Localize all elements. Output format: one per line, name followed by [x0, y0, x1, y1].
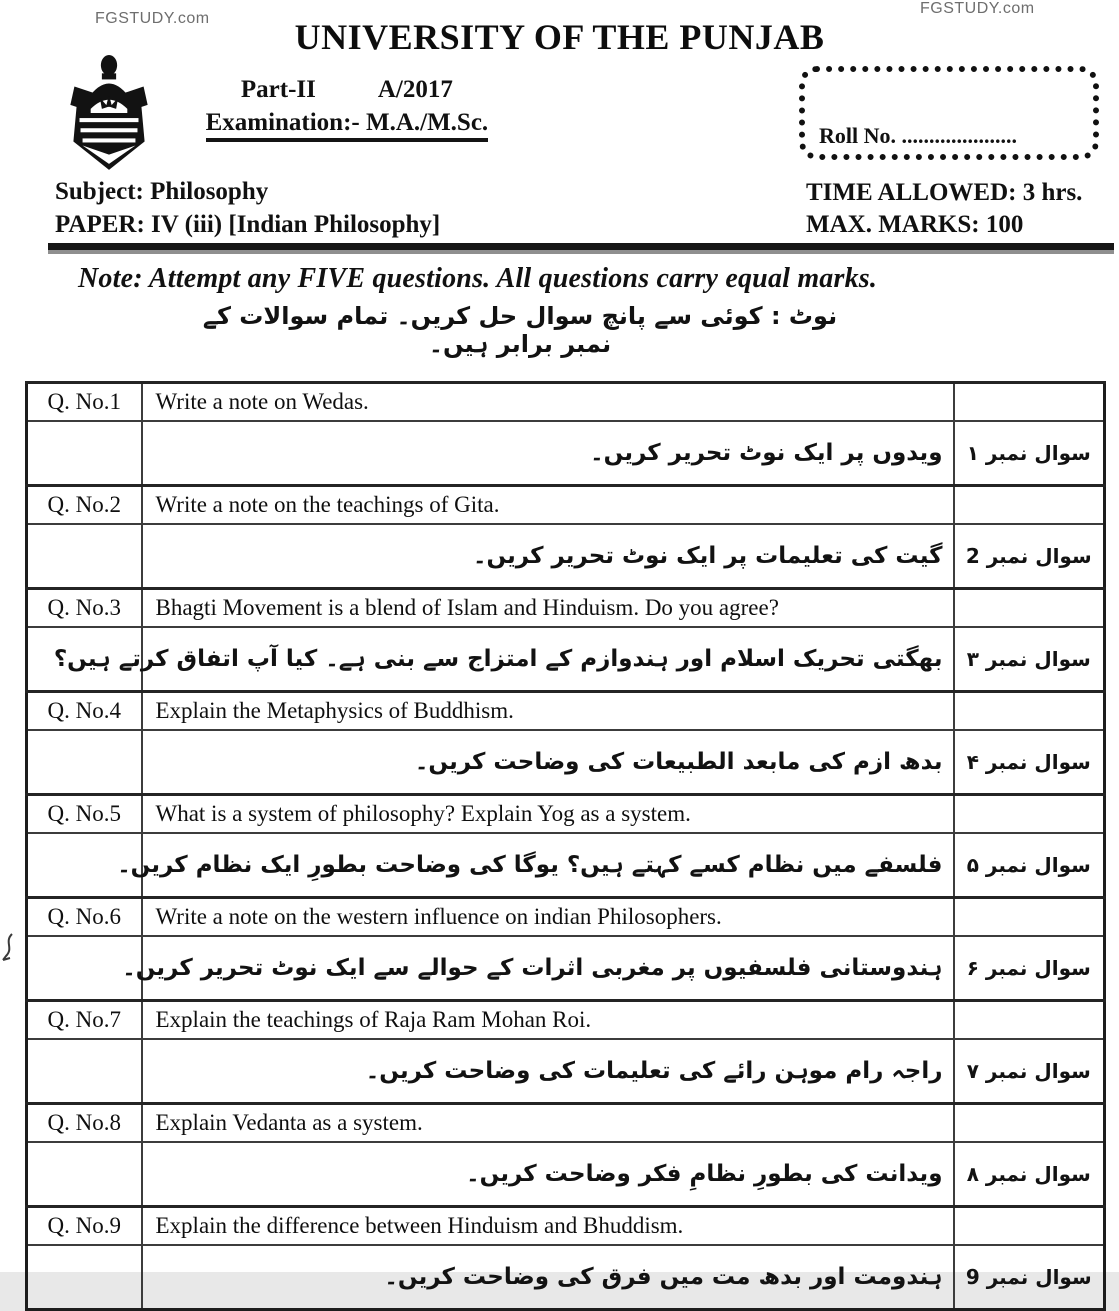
question-text-urdu: راجہ رام موہن رائے کی تعلیمات کی وضاحت کریں۔: [142, 1039, 954, 1104]
question-text-urdu: گیت کی تعلیمات پر ایک نوٹ تحریر کریں۔: [142, 524, 954, 589]
question-text-urdu: ویدانت کی بطورِ نظامِ فکر وضاحت کریں۔: [142, 1142, 954, 1207]
question-number-urdu: سوال نمبر ۳: [954, 627, 1105, 692]
note-english: Note: Attempt any FIVE questions. All questions carry equal marks.: [78, 263, 878, 294]
question-text-english: Explain the difference between Hinduism and Bhuddism.: [142, 1207, 954, 1246]
empty-cell: [27, 1039, 142, 1104]
empty-cell: [27, 524, 142, 589]
question-text-english: Explain Vedanta as a system.: [142, 1104, 954, 1143]
empty-cell: [954, 795, 1105, 834]
question-row-urdu: [27, 627, 1105, 692]
question-text-urdu: فلسفے میں نظام کسے کہتے ہیں؟ یوگا کی وضاحت بطورِ ایک نظام کریں۔: [142, 833, 954, 898]
question-row-urdu: [27, 833, 1105, 898]
question-row-english: [27, 1001, 1105, 1040]
examination-label: Examination:- M.A./M.Sc.: [206, 109, 489, 142]
part-session-line: [0, 76, 694, 104]
question-number: Q. No.7: [27, 1001, 142, 1040]
question-row-english: [27, 898, 1105, 937]
empty-cell: [27, 1142, 142, 1207]
question-number-urdu: سوال نمبر ۱: [954, 421, 1105, 486]
question-text-english: Write a note on the teachings of Gita.: [142, 486, 954, 525]
university-title: UNIVERSITY OF THE PUNJAB: [294, 17, 825, 57]
time-marks-block: [806, 177, 1082, 241]
roll-number-box: [799, 66, 1099, 160]
empty-cell: [27, 421, 142, 486]
max-marks-label: MAX. MARKS: 100: [806, 211, 1024, 238]
question-number: Q. No.6: [27, 898, 142, 937]
questions-table: [25, 381, 1106, 1311]
question-row-english: [27, 589, 1105, 628]
empty-cell: [954, 486, 1105, 525]
question-row-urdu: [27, 1142, 1105, 1207]
question-row-english: [27, 486, 1105, 525]
question-text-english: Explain the teachings of Raja Ram Mohan Roi.: [142, 1001, 954, 1040]
question-number-urdu: سوال نمبر 2: [954, 524, 1105, 589]
question-number-urdu: سوال نمبر ۸: [954, 1142, 1105, 1207]
question-text-english: What is a system of philosophy? Explain Yog as a system.: [142, 795, 954, 834]
note-urdu: نوٹ : کوئی سے پانچ سوال حل کریں۔ تمام سوالات کے نمبر برابر ہیں۔: [202, 302, 838, 358]
question-text-english: Bhagti Movement is a blend of Islam and Hinduism. Do you agree?: [142, 589, 954, 628]
part-label: Part-II: [240, 76, 316, 103]
question-row-english: [27, 383, 1105, 422]
question-row-urdu: [27, 1039, 1105, 1104]
question-row-urdu: [27, 524, 1105, 589]
question-number-urdu: سوال نمبر 9: [954, 1245, 1105, 1310]
question-row-english: [27, 1104, 1105, 1143]
question-number: Q. No.5: [27, 795, 142, 834]
empty-cell: [954, 692, 1105, 731]
question-number: Q. No.4: [27, 692, 142, 731]
question-number-urdu: سوال نمبر ۶: [954, 936, 1105, 1001]
question-row-urdu: [27, 936, 1105, 1001]
session-label: A/2017: [377, 76, 453, 103]
watermark-top-left: FGSTUDY.com: [95, 10, 210, 27]
question-text-english: Explain the Metaphysics of Buddhism.: [142, 692, 954, 731]
question-number: Q. No.1: [27, 383, 142, 422]
paper-label: PAPER: IV (iii) [Indian Philosophy]: [55, 211, 441, 238]
question-text-urdu: بدھ ازم کی مابعد الطبیعات کی وضاحت کریں۔: [142, 730, 954, 795]
roll-number-label: Roll No. .....................: [819, 123, 1017, 148]
subject-label: Subject: Philosophy: [55, 178, 269, 205]
question-text-english: Write a note on Wedas.: [142, 383, 954, 422]
question-number: Q. No.8: [27, 1104, 142, 1143]
question-text-english: Write a note on the western influence on indian Philosophers.: [142, 898, 954, 937]
subject-block: [55, 175, 440, 241]
header-divider-rule: [48, 243, 1114, 254]
empty-cell: [954, 1001, 1105, 1040]
empty-cell: [954, 589, 1105, 628]
empty-cell: [954, 1207, 1105, 1246]
question-row-english: [27, 692, 1105, 731]
time-allowed-label: TIME ALLOWED: 3 hrs.: [806, 179, 1083, 206]
question-number-urdu: سوال نمبر ۷: [954, 1039, 1105, 1104]
empty-cell: [27, 730, 142, 795]
watermark-top-right: FGSTUDY.com: [920, 0, 1035, 17]
question-row-urdu: [27, 730, 1105, 795]
question-number: Q. No.9: [27, 1207, 142, 1246]
question-row-urdu: [27, 421, 1105, 486]
empty-cell: [27, 1245, 142, 1310]
question-row-urdu: [27, 1245, 1105, 1310]
empty-cell: [954, 1104, 1105, 1143]
question-number: Q. No.3: [27, 589, 142, 628]
question-row-english: [27, 1207, 1105, 1246]
empty-cell: [954, 383, 1105, 422]
question-text-urdu: بھگتی تحریک اسلام اور ہندوازم کے امتزاج سے بنی ہے۔ کیا آپ اتفاق کرتے ہیں؟: [142, 627, 954, 692]
question-number: Q. No.2: [27, 486, 142, 525]
question-number-urdu: سوال نمبر ۵: [954, 833, 1105, 898]
question-number-urdu: سوال نمبر ۴: [954, 730, 1105, 795]
question-text-urdu: ہندوستانی فلسفیوں پر مغربی اثرات کے حوالے سے ایک نوٹ تحریر کریں۔: [142, 936, 954, 1001]
examination-line: [0, 109, 694, 137]
scan-artifact-mark: [0, 932, 20, 973]
empty-cell: [954, 898, 1105, 937]
question-text-urdu: ویدوں پر ایک نوٹ تحریر کریں۔: [142, 421, 954, 486]
question-text-urdu: ہندومت اور بدھ مت میں فرق کی وضاحت کریں۔: [142, 1245, 954, 1310]
question-row-english: [27, 795, 1105, 834]
